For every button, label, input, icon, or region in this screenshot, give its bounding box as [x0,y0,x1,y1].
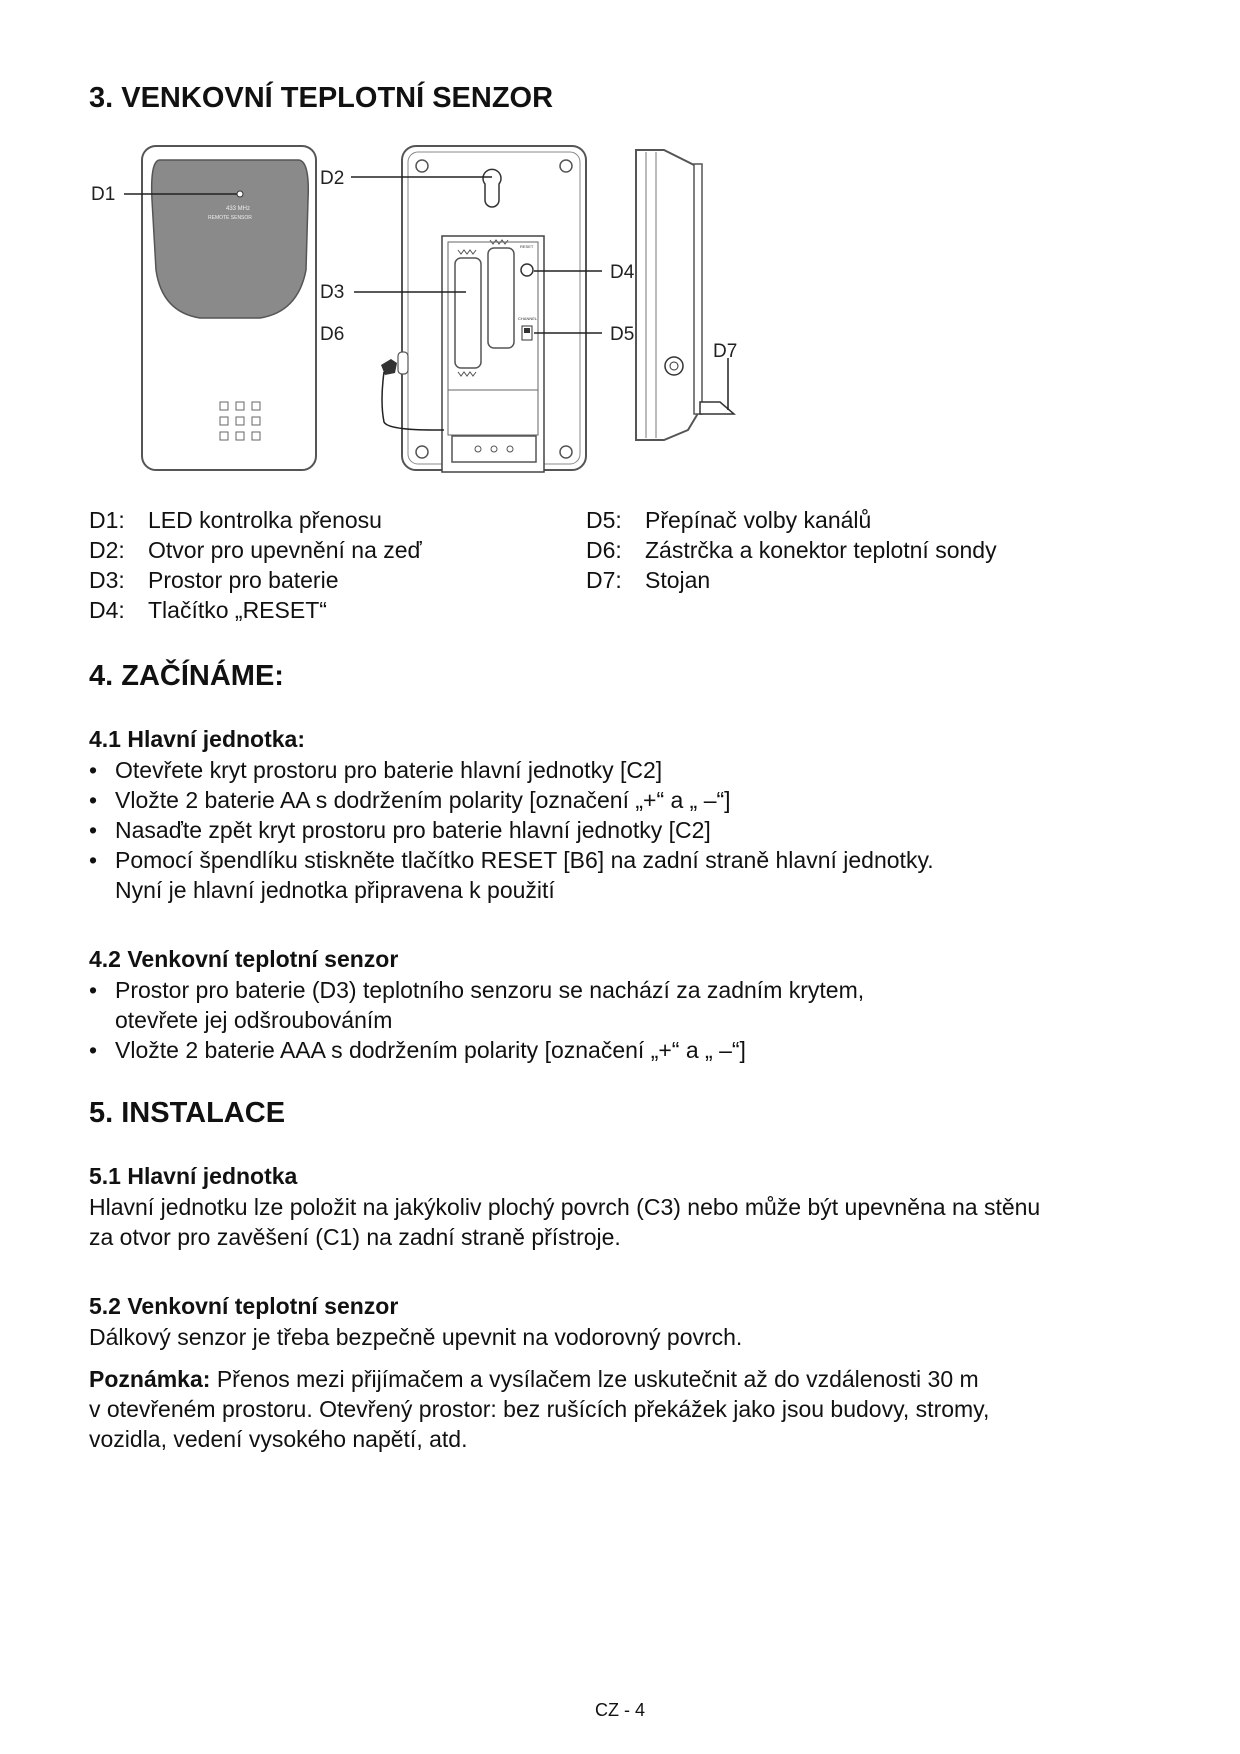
list-item: • Otevřete kryt prostoru pro baterie hlavní jednotky [C2] [89,757,663,783]
legend-text: Prostor pro baterie [148,567,339,593]
section-5-title: 5. INSTALACE [89,1097,286,1129]
legend-row [89,565,422,595]
list-item: • Pomocí špendlíku stiskněte tlačítko RESET [B6] na zadní straně hlavní jednotky. Nyní je hlavní jednotka připravena k použití [89,847,934,903]
label-d6: D6 [320,324,345,345]
list-item-text: Otevřete kryt prostoru pro baterie hlavní jednotky [C2] [115,757,663,783]
freq-text: 433 MHz [226,206,251,212]
legend-key: D7: [586,567,622,593]
legend-row [586,535,997,565]
section-5-2-title: 5.2 Venkovní teplotní senzor [89,1293,399,1319]
list-item: • Nasaďte zpět kryt prostoru pro baterie hlavní jednotky [C2] [89,817,711,843]
section-4-title: 4. ZAČÍNÁME: [89,660,284,692]
section-5-1-text: Hlavní jednotku lze položit na jakýkoliv plochý povrch (C3) nebo může být upevněna na stěnu za otvor pro zavěšení (C1) na zadní straně přístroje. [89,1194,1041,1250]
legend-key: D2: [89,537,125,563]
legend-right [586,505,997,595]
legend-row [586,505,997,535]
legend-row [586,565,997,595]
label-d2: D2 [320,168,345,189]
section-4-1-list [89,755,934,905]
legend-left [89,505,422,625]
sensor-figure [80,140,800,485]
section-4-2-list [89,975,864,1065]
reset-text: RESET [520,244,534,249]
note-label: Poznámka: [89,1366,211,1392]
label-d4: D4 [610,262,635,283]
section-4-1-title: 4.1 Hlavní jednotka: [89,726,306,752]
section-5-1-title: 5.1 Hlavní jednotka [89,1163,298,1189]
remote-sensor-text: REMOTE SENSOR [208,215,252,221]
label-d1: D1 [91,184,116,205]
label-d5: D5 [610,324,635,345]
section-3-title: 3. VENKOVNÍ TEPLOTNÍ SENZOR [89,82,554,114]
note-text: Přenos mezi přijímačem a vysílačem lze uskutečnit až do vzdálenosti 30 m v otevřeném prostoru. Otevřený prostor: bez rušících překážek jako jsou budovy, stromy, vozidla, vedení vysokého napětí, atd. [89,1366,990,1452]
legend-text: Stojan [645,567,711,593]
section-4-2-title: 4.2 Venkovní teplotní senzor [89,946,399,972]
back-view [320,146,635,472]
legend-text: Zástrčka a konektor teplotní sondy [645,537,997,563]
side-view [636,150,737,440]
legend-text: Tlačítko „RESET“ [148,597,327,623]
legend-key: D5: [586,507,622,533]
list-item-text: Prostor pro baterie (D3) teplotního senzoru se nachází za zadním krytem, otevřete jej odšroubováním [115,977,865,1033]
legend-row [89,505,422,535]
legend-key: D3: [89,567,125,593]
list-item-text: Vložte 2 baterie AA s dodržením polarity [označení „+“ a „ –“] [115,787,731,813]
section-5-2-text: Dálkový senzor je třeba bezpečně upevnit na vodorovný povrch. [89,1324,743,1350]
legend-key: D1: [89,507,125,533]
note-paragraph [89,1364,989,1454]
legend-key: D6: [586,537,622,563]
label-d7: D7 [713,341,738,362]
legend-row [89,535,422,565]
list-item: • Vložte 2 baterie AAA s dodržením polarity [označení „+“ a „ –“] [89,1037,746,1063]
label-d3: D3 [320,282,345,303]
list-item-text: Nasaďte zpět kryt prostoru pro baterie hlavní jednotky [C2] [115,817,711,843]
legend-text: Otvor pro upevnění na zeď [148,537,422,563]
list-item-text: Vložte 2 baterie AAA s dodržením polarity [označení „+“ a „ –“] [115,1037,746,1063]
list-item-text: Pomocí špendlíku stiskněte tlačítko RESET [B6] na zadní straně hlavní jednotky. Nyní je hlavní jednotka připravena k použití [115,847,934,903]
channel-text: CHANNEL [518,316,538,321]
list-item: • Vložte 2 baterie AA s dodržením polarity [označení „+“ a „ –“] [89,787,731,813]
legend-text: Přepínač volby kanálů [645,507,872,533]
legend-key: D4: [89,597,125,623]
page-number: CZ - 4 [594,1700,645,1720]
list-item: • Prostor pro baterie (D3) teplotního senzoru se nachází za zadním krytem, otevřete jej odšroubováním [89,977,865,1033]
legend-row [89,595,422,625]
legend-text: LED kontrolka přenosu [148,507,382,533]
front-view [91,146,316,470]
